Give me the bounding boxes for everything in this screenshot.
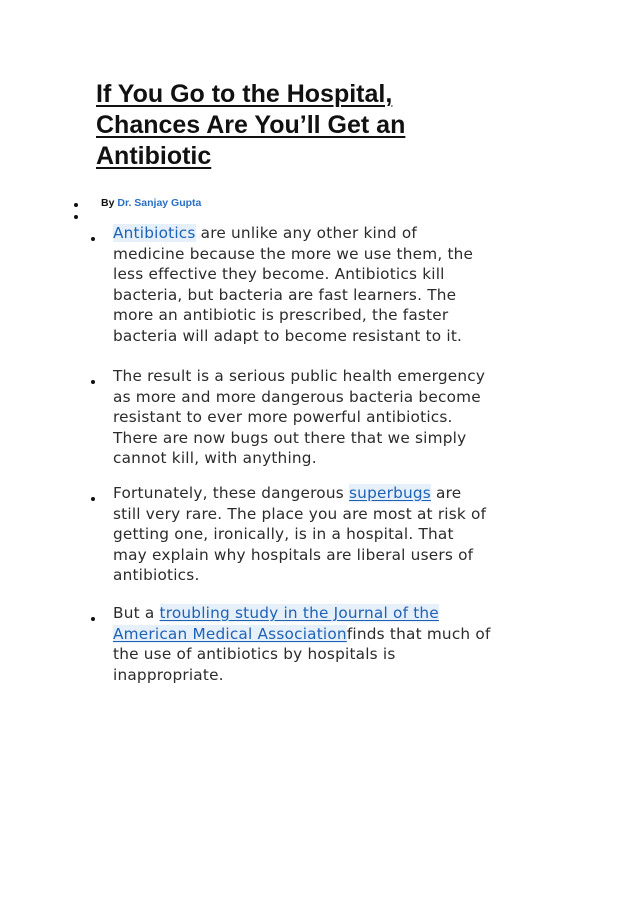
superbugs-link[interactable]: superbugs [349,484,431,502]
line-text: finds that much of [346,624,491,643]
paragraph-line [113,483,538,504]
paragraph-line: The result is a serious public health emergency [113,367,486,385]
paragraph-line [113,223,538,244]
paragraph-line: There are now bugs out there that we simply [113,428,467,447]
title-line: Antibiotic [96,142,212,170]
paragraph-line: less effective they become. Antibiotics kill [113,265,445,283]
paragraph-line: resistant to ever more powerful antibiotics. [113,408,453,426]
paragraph-line: more an antibiotic is prescribed, the faster [113,306,449,324]
antibiotics-link[interactable]: Antibiotics [113,224,196,242]
title-line: Chances Are You’ll Get an [96,111,406,139]
line-text: are unlike any other kind of [195,224,418,242]
list-item [113,223,538,346]
jama-study-link[interactable]: troubling study in the Journal of the [159,604,439,622]
byline-author-link[interactable]: Dr. Sanjay Gupta [117,197,202,209]
bullet-dot [91,380,95,384]
bullet-dot [91,237,95,241]
title-line: If You Go to the Hospital, [96,80,393,108]
paragraph-line: cannot kill, with anything. [113,449,317,467]
paragraph-line: bacteria will adapt to become resistant to it. [113,326,463,345]
line-text: Fortunately, these dangerous [113,484,349,502]
paragraph-line: the use of antibiotics by hospitals is [113,645,396,663]
bullet-dot [74,215,78,219]
bullet-dot [91,497,95,501]
list-item [113,366,538,469]
paragraph-line: bacteria, but bacteria are fast learners. The [113,285,457,304]
paragraph-line: antibiotics. [113,566,200,584]
paragraph-line: still very rare. The place you are most at risk of [113,504,487,523]
byline-prefix: By [101,197,115,209]
paragraph-line: medicine because the more we use them, the [113,244,474,263]
paragraph-line: as more and more dangerous bacteria become [113,387,481,406]
bullet-dot [91,617,95,621]
paragraph-line: may explain why hospitals are liberal users of [113,545,474,564]
list-item [113,483,538,586]
paragraph-line [113,603,538,624]
bullet-dot [74,203,78,207]
byline [101,197,201,209]
paragraph-line: getting one, ironically, is in a hospital. That [113,525,454,543]
jama-study-link-continued[interactable]: American Medical Association [113,624,347,643]
line-text: But a [113,604,160,622]
paragraph-line: inappropriate. [113,665,224,684]
line-text: are [430,484,462,502]
article-title [96,79,556,172]
list-item [113,603,538,685]
paragraph-line [113,624,538,645]
